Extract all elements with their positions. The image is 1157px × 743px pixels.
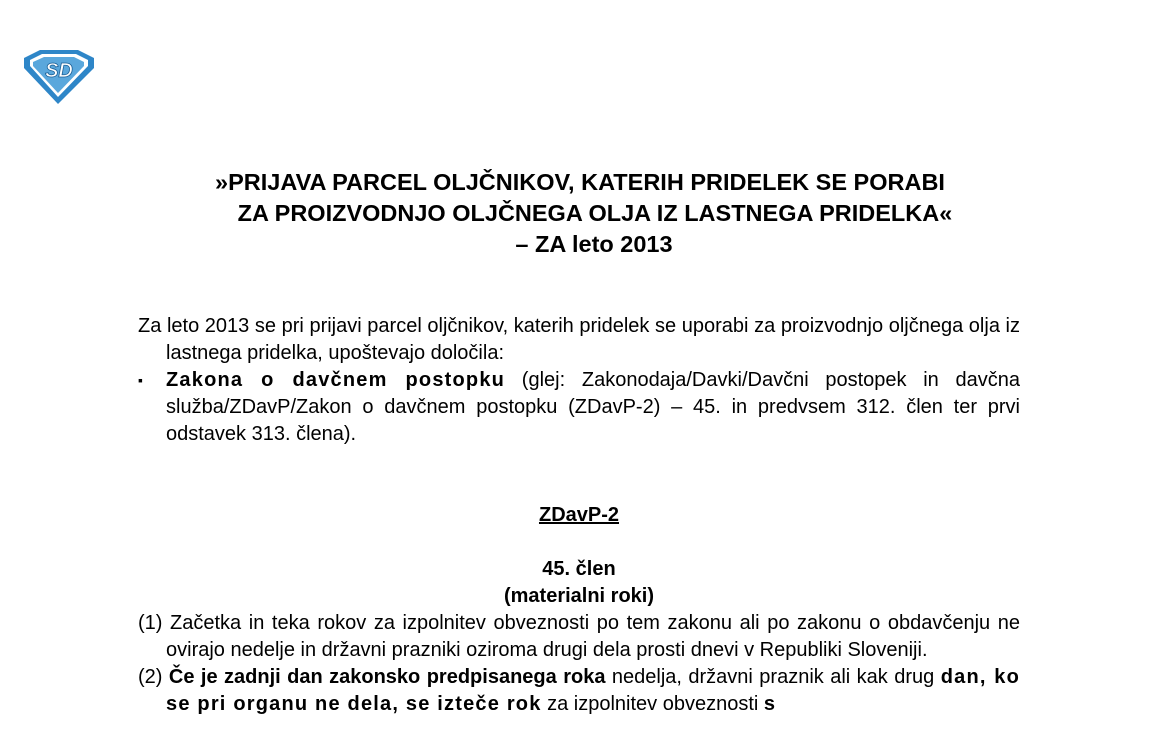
logo: [22, 50, 96, 104]
intro-paragraph: Za leto 2013 se pri prijavi parcel oljčnikov, katerih pridelek se uporabi za proizvodnjo oljčnega olja iz lastnega pridelka, upoštevajo določila:: [138, 315, 1020, 364]
paragraph-2-bold3: s: [763, 693, 776, 715]
title-line-1: »PRIJAVA PARCEL OLJČNIKOV, KATERIH PRIDELEK SE PORABI: [215, 169, 945, 195]
bullet-square-icon: ▪: [138, 372, 143, 388]
document-body: [138, 313, 1020, 718]
title-line-2: ZA PROIZVODNJO OLJČNEGA OLJA IZ LASTNEGA PRIDELKA«: [237, 200, 953, 226]
paragraph-2-bold2: dan, ko se pri organu ne dela, se izteče rok: [166, 666, 1020, 715]
paragraph-2-text2: za izpolnitev obveznosti: [541, 693, 764, 715]
article-number: 45. člen: [542, 558, 616, 580]
paragraph-2-num: (2): [138, 666, 169, 688]
article-title: (materialni roki): [503, 585, 655, 607]
document-title: [100, 167, 1060, 260]
title-line-3: – ZA leto 2013: [515, 231, 673, 257]
bullet-bold: Zakona o davčnem postopku: [166, 369, 506, 391]
law-heading: ZDavP-2: [538, 504, 620, 526]
logo-text: SD: [45, 60, 73, 82]
paragraph-2-bold1: Če je zadnji dan zakonsko predpisanega roka: [168, 666, 606, 688]
paragraph-1: (1) Začetka in teka rokov za izpolnitev obveznosti po tem zakonu ali po zakonu o obdavčenju ne ovirajo nedelje in državni prazniki oziroma drugi dela prosti dnevi v Republiki Sloveniji.: [138, 612, 1020, 661]
bullet-rest: (glej: Zakonodaja/Davki/Davčni postopek in davčna služba/ZDavP/Zakon o davčnem postopku (ZDavP-2) – 45. in predvsem 312. člen ter prvi odstavek 313. člena).: [166, 369, 1020, 445]
bullet-item: [138, 367, 1020, 448]
paragraph-2: [138, 664, 1020, 718]
bullet-text: [166, 367, 1020, 448]
paragraph-2-text1: nedelja, državni praznik ali kak drug: [605, 666, 941, 688]
